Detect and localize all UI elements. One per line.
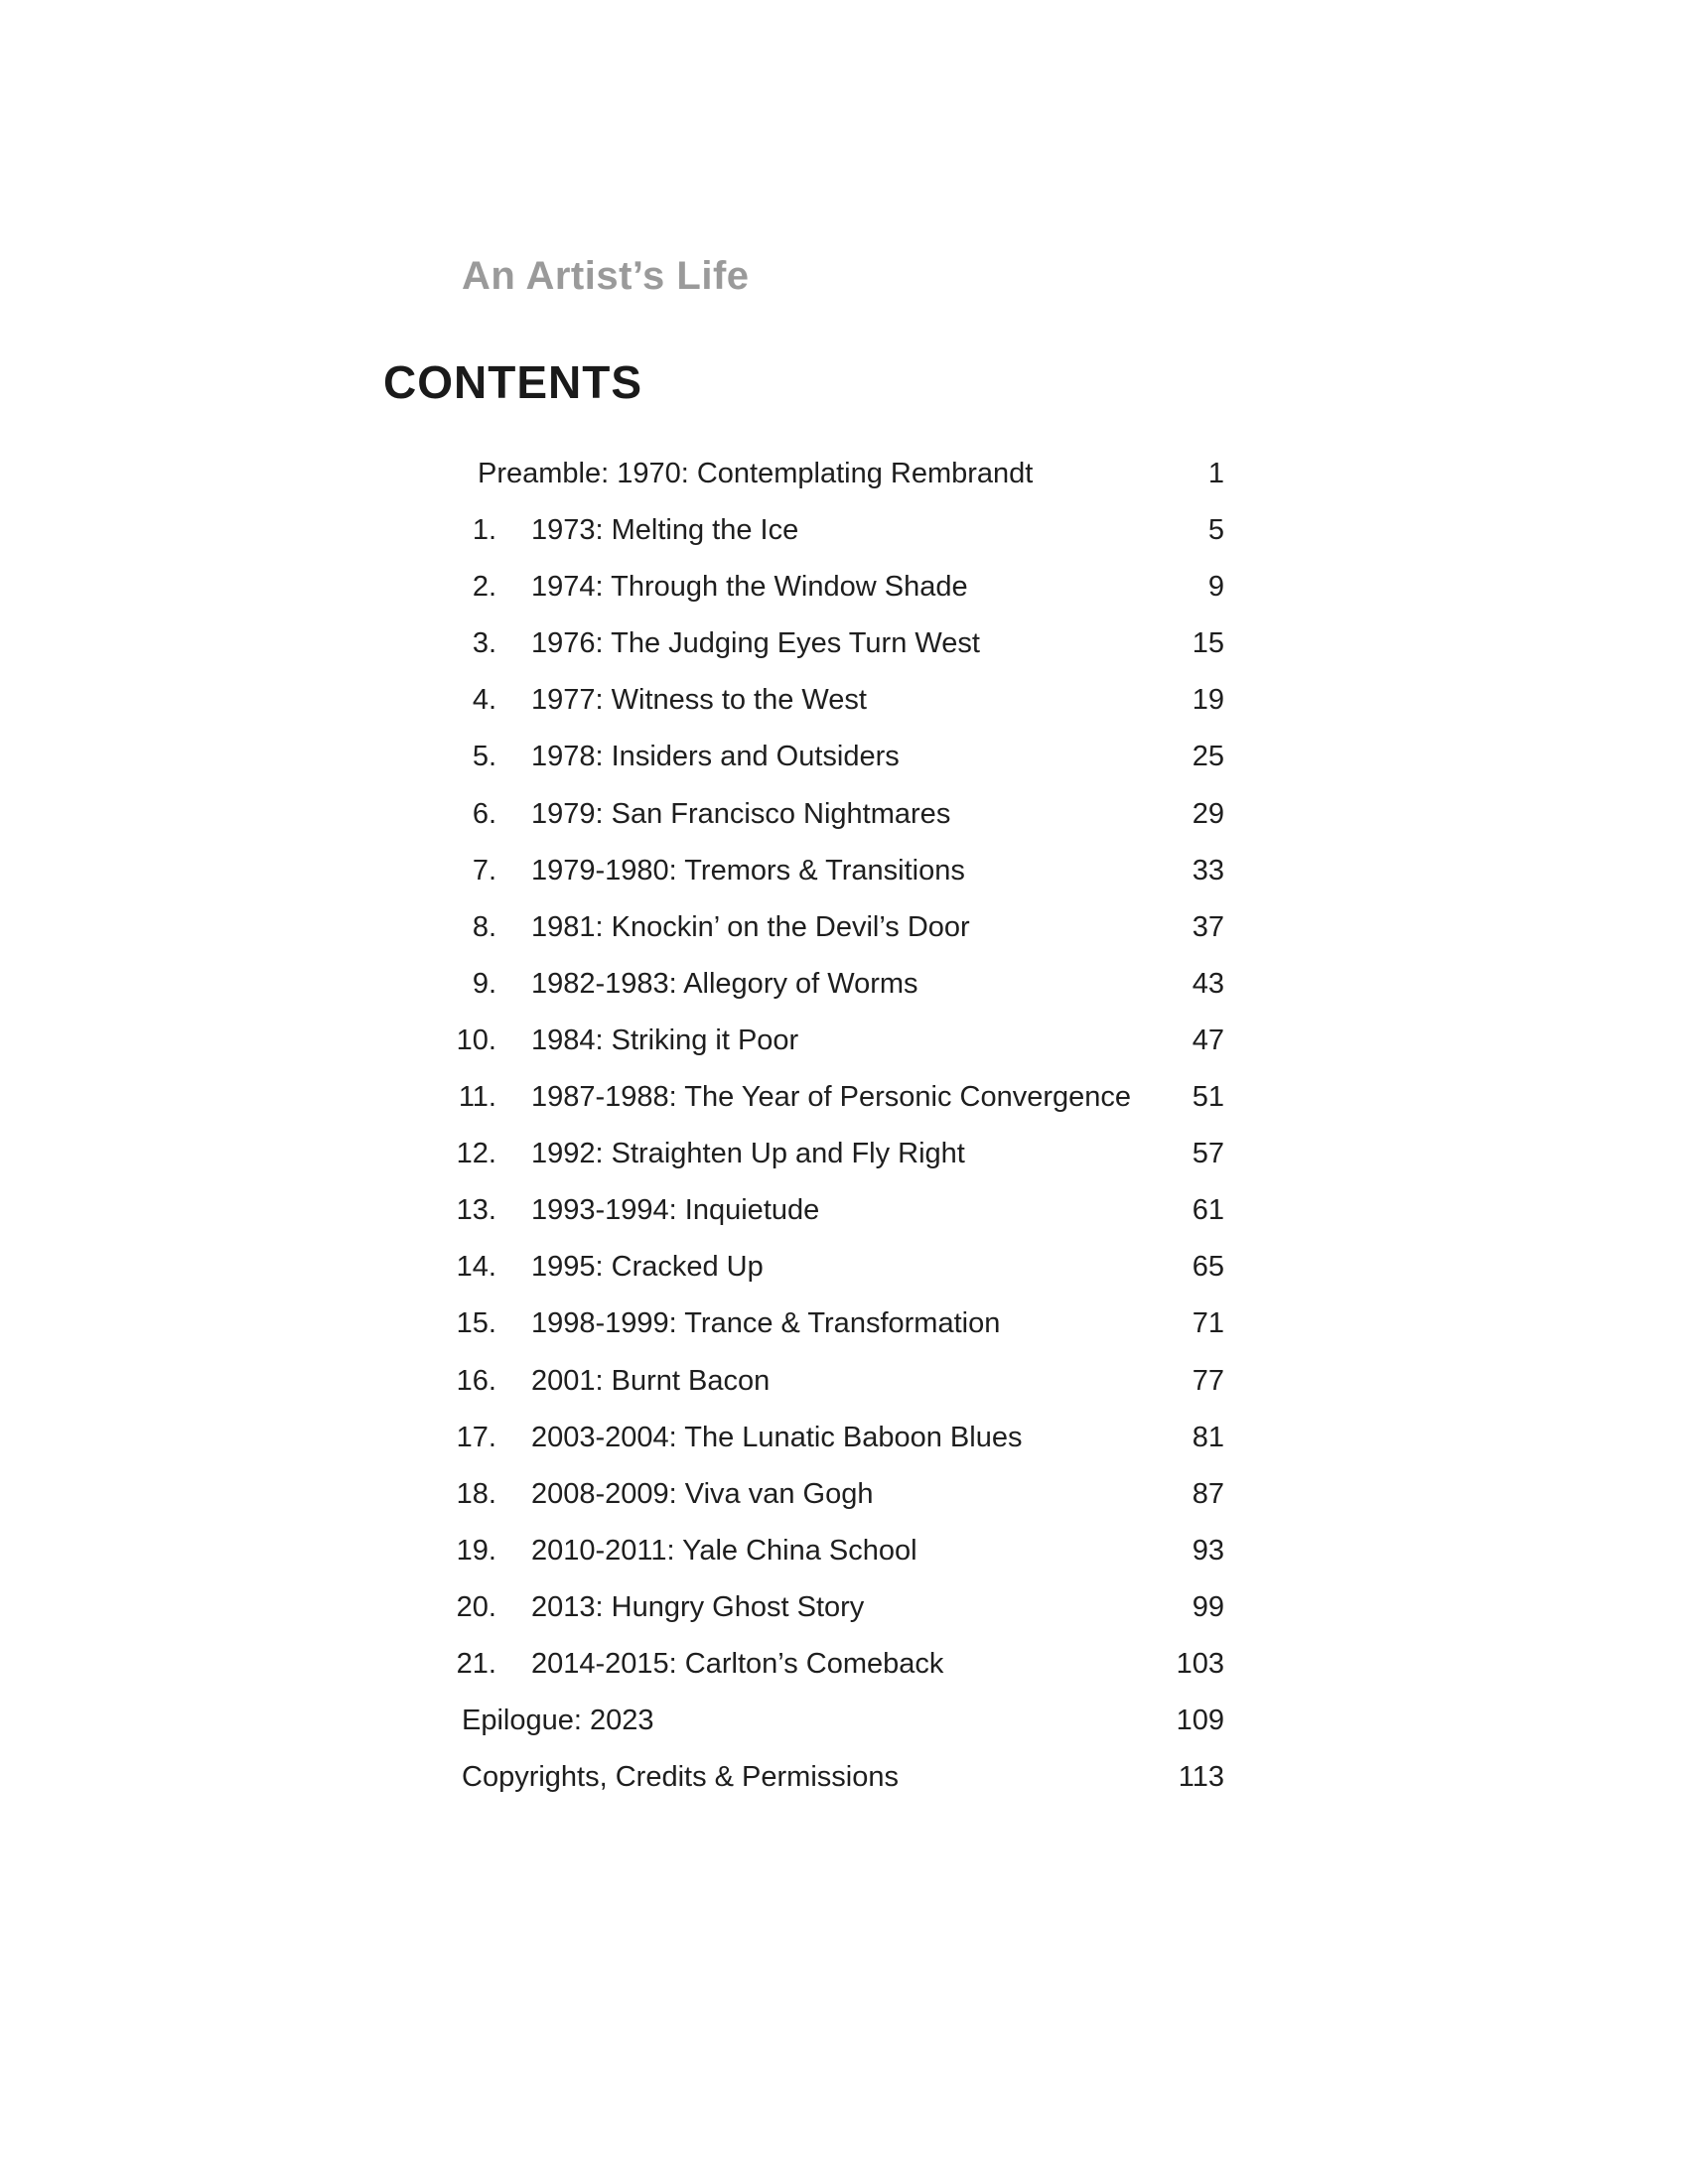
toc-entry <box>0 1477 1688 1537</box>
toc-entry-title: 1974: Through the Window Shade <box>531 571 968 604</box>
toc-entry <box>0 797 1688 857</box>
toc-entry-number: 15. <box>456 1307 496 1340</box>
toc-entry-number: 18. <box>456 1477 496 1510</box>
toc-entry-number: 17. <box>456 1421 496 1453</box>
toc-entry-page-number: 71 <box>1192 1307 1224 1340</box>
toc-entry-page-number: 43 <box>1192 967 1224 1000</box>
toc-entry-title: 2001: Burnt Bacon <box>531 1364 771 1397</box>
toc-entry-number: 20. <box>456 1590 496 1623</box>
toc-entry-title: 2013: Hungry Ghost Story <box>531 1590 865 1623</box>
toc-entry-page-number: 109 <box>1176 1705 1224 1737</box>
toc-entry-title: Copyrights, Credits & Permissions <box>462 1761 899 1794</box>
toc-entry <box>0 1534 1688 1593</box>
toc-entry-number: 19. <box>456 1534 496 1567</box>
toc-entry-title: 2010-2011: Yale China School <box>531 1534 917 1567</box>
toc-entry-title: 1995: Cracked Up <box>531 1251 764 1284</box>
toc-entry-page-number: 5 <box>1207 514 1224 547</box>
toc-entry <box>0 1253 1688 1309</box>
toc-entry-title: 1979: San Francisco Nightmares <box>531 797 951 830</box>
toc-entry-page-number: 1 <box>1207 458 1224 489</box>
toc-entry-title: 2003-2004: The Lunatic Baboon Blues <box>531 1421 1023 1453</box>
toc-entry-page-number: 65 <box>1192 1251 1224 1284</box>
toc-entry <box>0 686 1688 743</box>
toc-entry <box>0 1364 1688 1424</box>
toc-entry-page-number: 33 <box>1192 854 1224 887</box>
toc-entry-page-number: 103 <box>1176 1647 1224 1680</box>
toc-entry-title: 1987-1988: The Year of Personic Convergence <box>531 1081 1132 1114</box>
toc-entry-title: 2014-2015: Carlton’s Comeback <box>531 1647 944 1680</box>
toc-entry-page-number: 113 <box>1178 1761 1224 1794</box>
toc-entry-title: 1982-1983: Allegory of Worms <box>531 967 918 1000</box>
toc-entry-page-number: 25 <box>1192 741 1224 773</box>
toc-entry-number: 14. <box>456 1251 496 1284</box>
toc-entry-title: 1978: Insiders and Outsiders <box>531 741 900 773</box>
toc-entry <box>0 1647 1688 1706</box>
toc-entry-number: 9. <box>472 967 496 1000</box>
toc-entry-number: 6. <box>472 797 496 830</box>
toc-entry <box>0 1590 1688 1650</box>
toc-entry-title: 1977: Witness to the West <box>531 684 867 717</box>
toc-entry-number: 1. <box>472 514 496 547</box>
toc-entry-title: 1976: The Judging Eyes Turn West <box>531 627 980 660</box>
toc-entry <box>0 460 1688 516</box>
toc-entry <box>0 516 1688 573</box>
toc-entry-number: 16. <box>456 1364 496 1397</box>
toc-entry-page-number: 15 <box>1192 627 1224 660</box>
toc-entry <box>0 629 1688 686</box>
toc-entry-number: 12. <box>456 1138 496 1170</box>
toc-entry <box>0 1706 1688 1763</box>
toc-entry-number: 10. <box>456 1024 496 1056</box>
toc-entry-title: 1973: Melting the Ice <box>531 514 799 547</box>
toc-entry-number: 13. <box>456 1194 496 1227</box>
toc-entry-number: 4. <box>472 684 496 717</box>
toc-entry <box>0 1309 1688 1366</box>
toc-entry-title: 1998-1999: Trance & Transformation <box>531 1307 1001 1340</box>
table-of-contents <box>0 460 1688 1820</box>
toc-entry <box>0 1140 1688 1196</box>
toc-entry-number: 21. <box>456 1647 496 1680</box>
book-title: An Artist’s Life <box>462 254 750 298</box>
toc-entry-page-number: 93 <box>1192 1534 1224 1567</box>
toc-entry-page-number: 77 <box>1192 1364 1224 1397</box>
toc-entry <box>0 573 1688 629</box>
toc-entry-title: Preamble: 1970: Contemplating Rembrandt <box>478 458 1034 489</box>
toc-entry-page-number: 87 <box>1192 1477 1224 1510</box>
toc-entry-page-number: 51 <box>1192 1081 1224 1114</box>
toc-entry-page-number: 47 <box>1192 1024 1224 1056</box>
toc-entry-number: 7. <box>472 854 496 887</box>
toc-entry-page-number: 9 <box>1207 571 1224 604</box>
toc-entry-title: 1984: Striking it Poor <box>531 1024 799 1056</box>
toc-entry-number: 3. <box>472 627 496 660</box>
toc-entry-title: 1981: Knockin’ on the Devil’s Door <box>531 910 970 943</box>
toc-entry-page-number: 61 <box>1192 1194 1224 1227</box>
toc-entry <box>0 910 1688 970</box>
toc-entry-title: 1979-1980: Tremors & Transitions <box>531 854 965 887</box>
toc-entry-number: 11. <box>458 1081 496 1114</box>
toc-entry <box>0 967 1688 1026</box>
toc-entry-page-number: 81 <box>1192 1421 1224 1453</box>
toc-entry <box>0 1421 1688 1480</box>
toc-entry-title: 1992: Straighten Up and Fly Right <box>531 1138 965 1170</box>
toc-entry-page-number: 37 <box>1192 910 1224 943</box>
toc-entry <box>0 1026 1688 1083</box>
toc-entry-page-number: 29 <box>1192 797 1224 830</box>
toc-entry <box>0 1083 1688 1140</box>
toc-entry-title: 2008-2009: Viva van Gogh <box>531 1477 874 1510</box>
contents-heading: CONTENTS <box>383 356 642 408</box>
toc-entry <box>0 854 1688 913</box>
toc-entry <box>0 1763 1688 1820</box>
toc-entry-page-number: 19 <box>1192 684 1224 717</box>
toc-entry <box>0 743 1688 799</box>
toc-entry-number: 2. <box>472 571 496 604</box>
toc-entry-number: 5. <box>472 741 496 773</box>
toc-entry-number: 8. <box>472 910 496 943</box>
toc-entry-title: Epilogue: 2023 <box>462 1705 654 1737</box>
toc-entry-page-number: 57 <box>1192 1138 1224 1170</box>
toc-entry-title: 1993-1994: Inquietude <box>531 1194 820 1227</box>
toc-entry <box>0 1196 1688 1253</box>
toc-entry-page-number: 99 <box>1192 1590 1224 1623</box>
